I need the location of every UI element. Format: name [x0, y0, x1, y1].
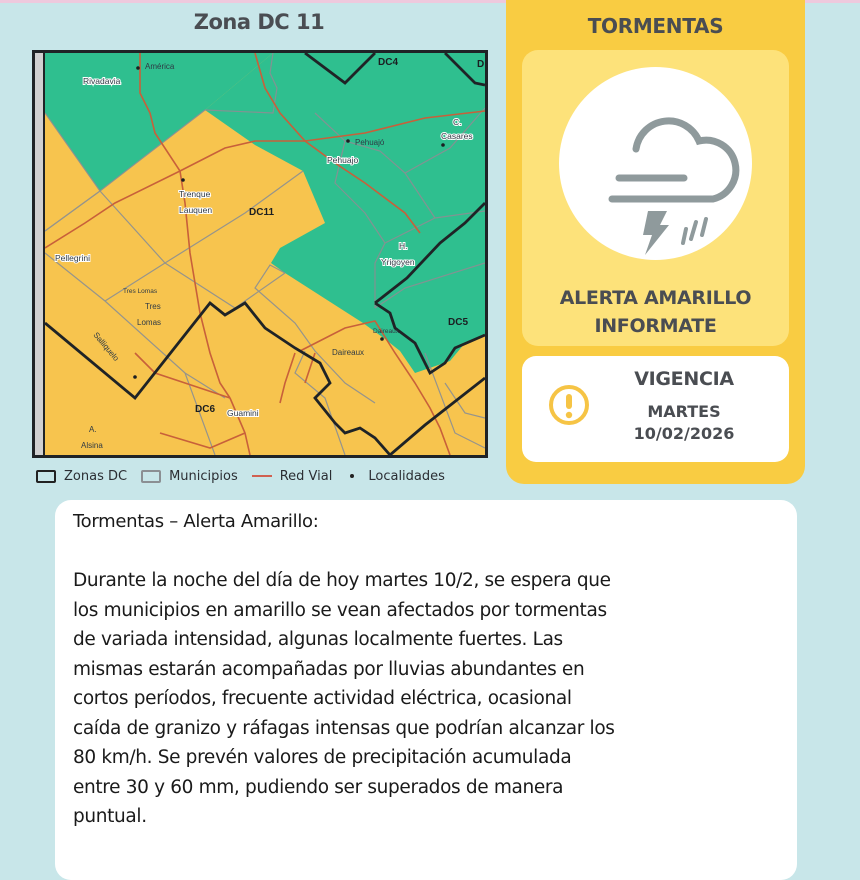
svg-text:DC4: DC4 — [378, 57, 399, 68]
icon-circle — [559, 67, 752, 260]
vigencia-title: VIGENCIA — [634, 368, 734, 390]
svg-text:H.: H. — [399, 241, 408, 251]
legend-localidades — [346, 469, 445, 484]
alert-level-line1: ALERTA AMARILLO — [559, 287, 752, 309]
map-title: Zona DC 11 — [193, 10, 325, 34]
legend-municipios — [141, 469, 238, 484]
svg-text:Pellegrini: Pellegrini — [55, 253, 90, 263]
vigencia-day: MARTES — [647, 402, 721, 421]
svg-text:Rivadavia: Rivadavia — [83, 76, 121, 86]
description-line: Durante la noche del día de hoy martes 10/2, se espera que — [73, 570, 611, 591]
red-line-icon — [252, 475, 272, 477]
svg-text:Lomas: Lomas — [137, 318, 162, 327]
description-line: cortos períodos, frecuente actividad eléctrica, ocasional — [73, 688, 572, 709]
legend-red-vial — [252, 469, 333, 484]
description-line: los municipios en amarillo se vean afectados por tormentas — [73, 599, 607, 621]
legend-label: Municipios — [169, 468, 238, 484]
alert-level — [522, 284, 789, 340]
description-body — [73, 566, 783, 832]
svg-text:C.: C. — [453, 117, 462, 127]
description-line: 80 km/h. Se prevén valores de precipitación acumulada — [73, 747, 572, 768]
description-card — [55, 500, 797, 880]
svg-text:Tres: Tres — [145, 302, 161, 311]
svg-text:Yrigoyen: Yrigoyen — [381, 257, 415, 267]
alert-icon-box — [522, 50, 789, 346]
legend-zonas-dc — [36, 469, 127, 484]
storm-cloud-lightning-icon — [559, 67, 752, 260]
svg-text:DC6: DC6 — [195, 404, 216, 415]
svg-text:América: América — [145, 62, 175, 71]
description-line: puntual. — [73, 806, 147, 827]
description-line: mismas estarán acompañadas por lluvias abundantes en — [73, 658, 585, 680]
description-title: Tormentas – Alerta Amarillo: — [73, 511, 319, 532]
svg-text:DC5: DC5 — [448, 317, 469, 328]
svg-text:Guamini: Guamini — [227, 408, 259, 418]
legend-label: Zonas DC — [64, 468, 128, 484]
svg-text:Alsina: Alsina — [81, 441, 103, 450]
svg-text:Pehuajo: Pehuajo — [327, 155, 359, 165]
map-canvas — [45, 53, 485, 455]
description-line: de variada intensidad, algunas localmente fuertes. Las — [73, 629, 563, 650]
legend-label: Localidades — [368, 468, 445, 484]
alert-level-line2: INFORMATE — [594, 315, 717, 337]
svg-text:Tres Lomas: Tres Lomas — [123, 288, 158, 295]
thin-box-icon — [141, 470, 161, 483]
svg-text:Daireaux: Daireaux — [332, 348, 365, 357]
svg-text:Casares: Casares — [441, 131, 473, 141]
svg-text:Daireaux: Daireaux — [373, 328, 400, 335]
vigencia-card — [522, 356, 789, 462]
map-edge-strip — [35, 53, 45, 455]
description-line: entre 30 y 60 mm, pudiendo ser superados de manera — [73, 776, 564, 798]
vigencia-date: 10/02/2026 — [633, 424, 735, 443]
svg-text:Trenque: Trenque — [179, 189, 211, 199]
description-line: caída de granizo y ráfagas intensas que podrían alcanzar los — [73, 717, 615, 739]
zone-map[interactable] — [32, 50, 488, 458]
legend-label: Red Vial — [279, 468, 333, 484]
thick-box-icon — [36, 470, 56, 483]
svg-text:DC11: DC11 — [249, 207, 275, 218]
map-legend — [36, 466, 496, 486]
alert-panel — [506, 0, 805, 484]
svg-text:A.: A. — [89, 425, 97, 434]
svg-text:Pehuajó: Pehuajó — [355, 138, 385, 147]
alert-header: TORMENTAS — [587, 14, 724, 38]
dot-icon — [350, 474, 354, 478]
svg-text:D: D — [477, 59, 485, 70]
svg-text:Lauquen: Lauquen — [179, 205, 213, 215]
svg-text:Salliquelo: Salliquelo — [91, 330, 121, 363]
